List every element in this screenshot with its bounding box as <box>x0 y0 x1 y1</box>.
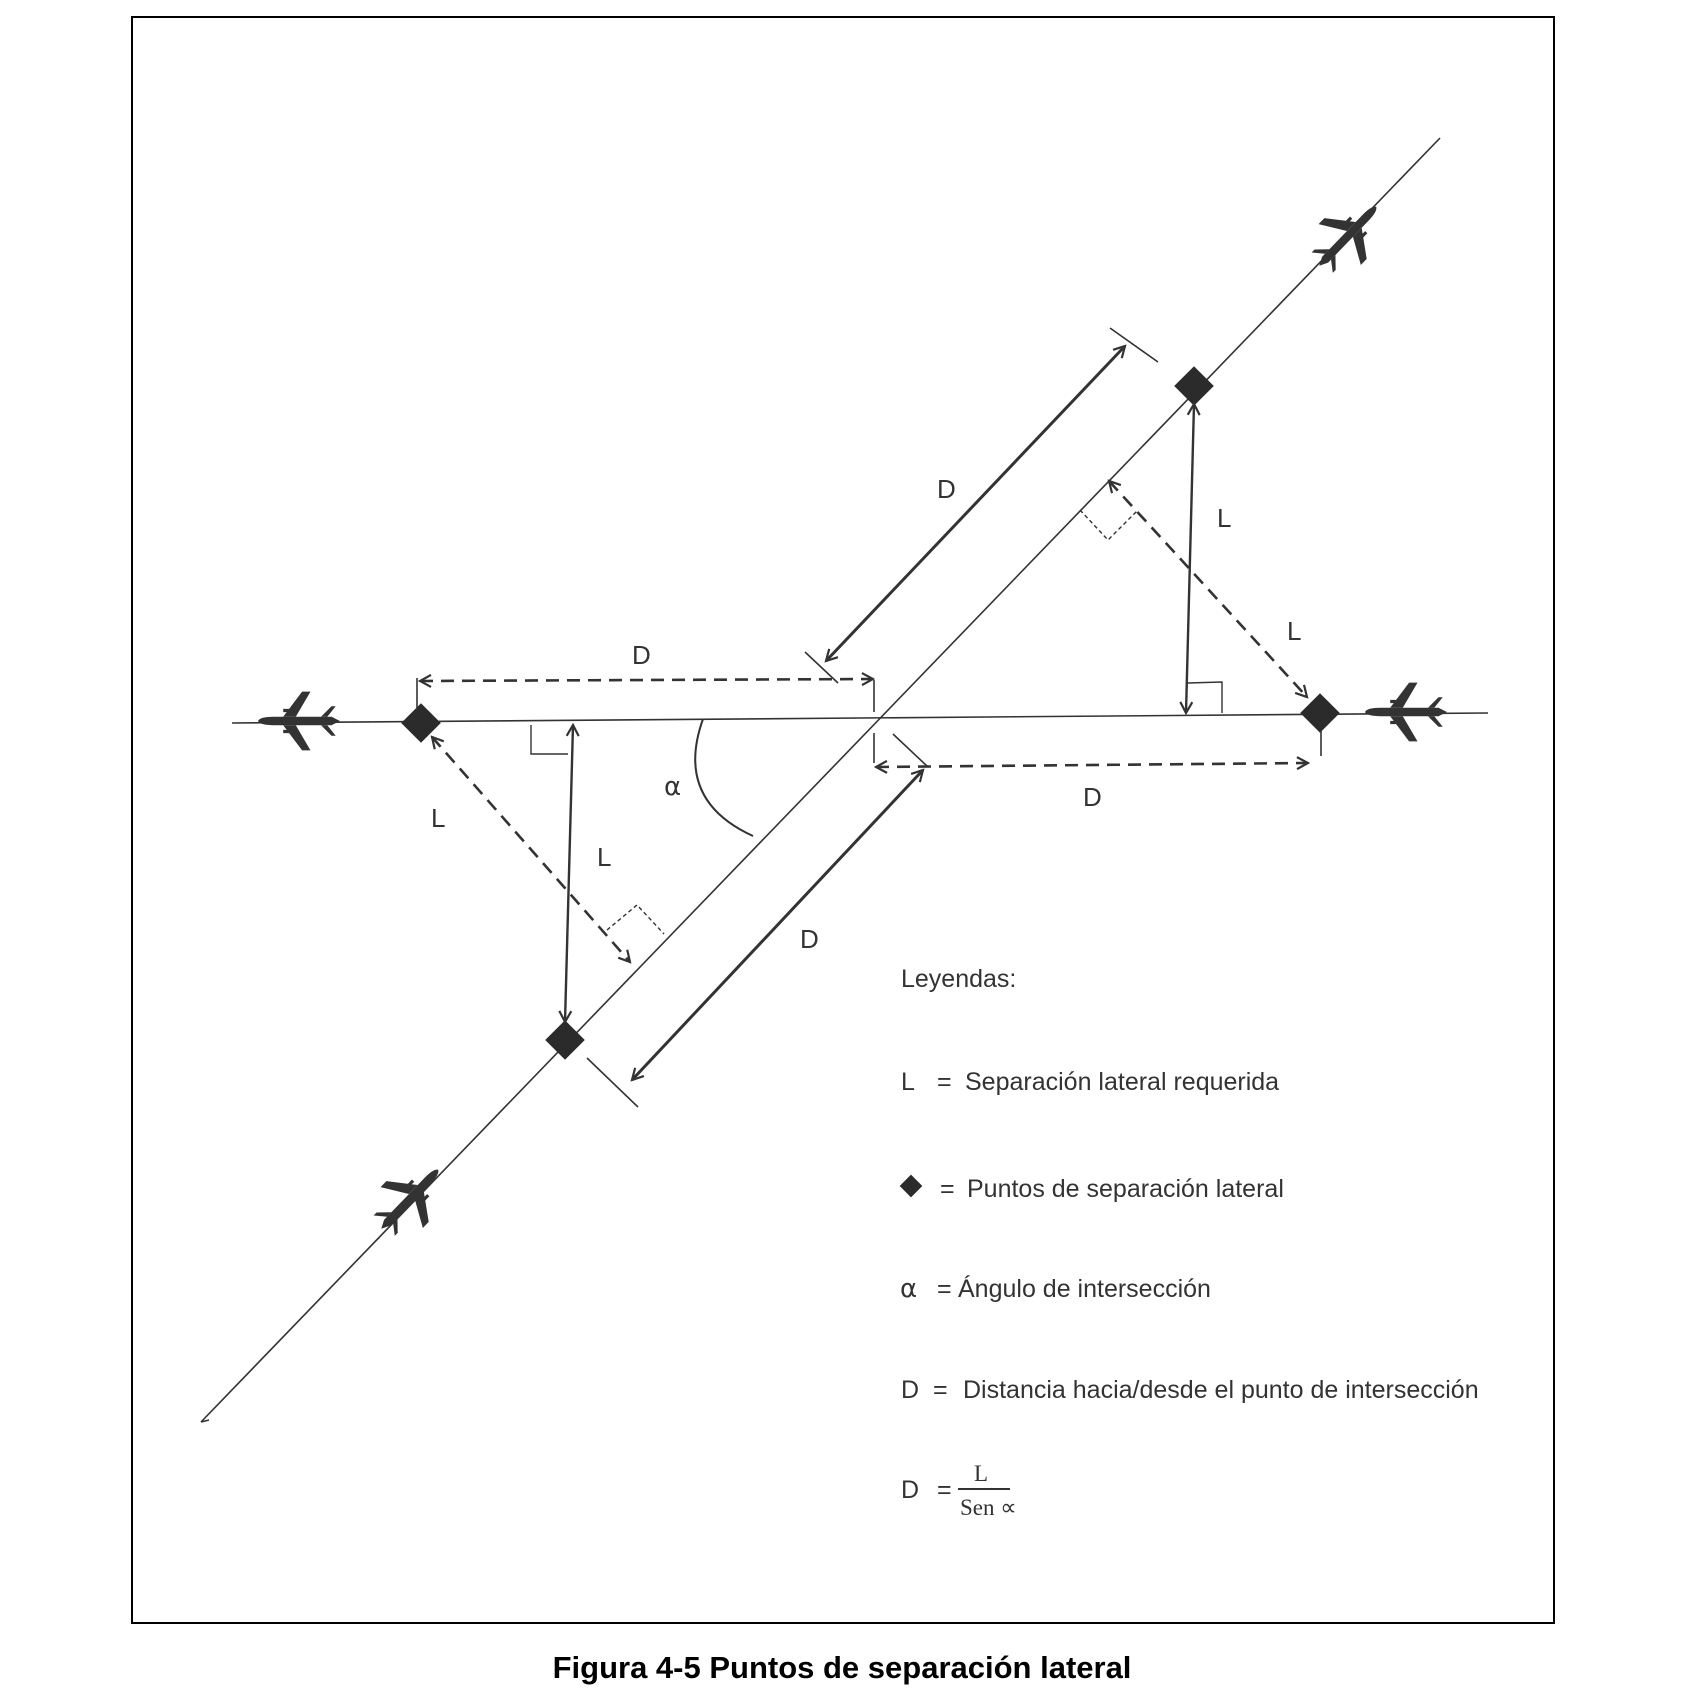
formula-lhs: D <box>901 1476 920 1504</box>
diagonal-route <box>201 138 1440 1422</box>
legend-point-text: Puntos de separación lateral <box>967 1175 1284 1203</box>
formula-equals: = <box>937 1476 952 1504</box>
L-arrow-left-vertical <box>565 725 573 1022</box>
D-arrow-lower-horizontal <box>876 763 1308 767</box>
formula-denominator: Sen ∝ <box>960 1495 1017 1520</box>
legend-title: Leyendas: <box>901 965 1017 993</box>
airplane-icon <box>1365 683 1447 742</box>
airplane-icon <box>258 692 340 751</box>
lateral-point-diamond-icon <box>1300 693 1340 733</box>
formula-numerator: L <box>974 1461 989 1486</box>
lateral-point-diamond-icon <box>401 703 441 743</box>
D-label-upper-diagonal: D <box>937 474 956 504</box>
legend-alpha-text: Ángulo de intersección <box>958 1275 1211 1303</box>
legend-alpha-symbol: α <box>900 1274 918 1304</box>
D-arrow-lower-diagonal <box>632 770 923 1080</box>
L-arrow-right-vertical <box>1186 404 1194 713</box>
legend-D-equals: = <box>933 1376 948 1404</box>
L-arrow-right-dashed <box>1109 481 1307 697</box>
D-label-lower-horizontal: D <box>1083 782 1102 812</box>
legend-L-symbol: L <box>901 1068 915 1096</box>
intersection-angle-arc <box>695 719 753 836</box>
L-label-left-dashed: L <box>431 803 446 833</box>
figure-caption: Figura 4-5 Puntos de separación lateral <box>552 1650 1132 1685</box>
legend-D-symbol: D <box>901 1376 920 1404</box>
D-label-upper-horizontal: D <box>632 640 651 670</box>
legend-alpha-equals: = <box>937 1275 952 1303</box>
legend-D-text: Distancia hacia/desde el punto de intersección <box>963 1376 1479 1404</box>
L-label-right-dashed: L <box>1287 616 1302 646</box>
airplane-icon <box>360 1149 459 1249</box>
D-arrow-upper-diagonal <box>826 346 1125 661</box>
legend <box>900 965 1479 1520</box>
legend-L-text: Separación lateral requerida <box>965 1068 1280 1096</box>
L-label-left-vertical: L <box>597 842 612 872</box>
D-label-lower-diagonal: D <box>800 924 819 954</box>
legend-L-equals: = <box>937 1068 952 1096</box>
L-label-right-vertical: L <box>1217 503 1232 533</box>
diagram-labels <box>431 474 1301 954</box>
alpha-label: α <box>664 772 682 802</box>
distance-arrows <box>420 346 1308 1080</box>
airplane-icon <box>1298 186 1397 286</box>
D-arrow-upper-horizontal <box>420 679 873 681</box>
lateral-points <box>401 366 1340 1060</box>
legend-point-equals: = <box>940 1175 955 1203</box>
lateral-point-diamond-icon <box>1174 366 1214 406</box>
lateral-arrows <box>432 404 1307 1022</box>
lateral-point-diamond-icon <box>545 1020 585 1060</box>
lateral-point-diamond-icon <box>900 1175 923 1198</box>
